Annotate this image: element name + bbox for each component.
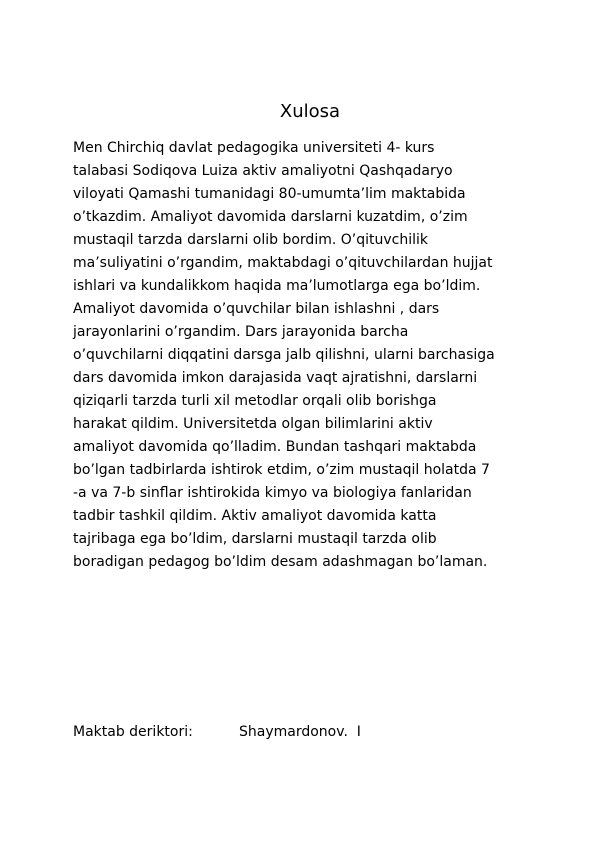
document-title: Xulosa	[279, 101, 341, 122]
body-paragraph	[73, 137, 525, 574]
body-line: Amaliyot davomida o’quvchilar bilan ishlashni , dars	[73, 301, 440, 317]
body-line: ishlari va kundalikkom haqida ma’lumotlarga ega bo’ldim.	[73, 278, 481, 294]
body-line: tajribaga ega bo’ldim, darslarni mustaqil tarzda olib	[73, 531, 437, 547]
body-line: -a va 7-b sinflar ishtirokida kimyo va biologiya fanlaridan	[73, 485, 472, 501]
body-line: mustaqil tarzda darslarni olib bordim. O’qituvchilik	[73, 232, 428, 248]
body-line: qiziqarli tarzda turli xil metodlar orqali olib borishga	[73, 393, 437, 409]
body-line: Men Chirchiq davlat pedagogika universiteti 4- kurs	[73, 140, 435, 156]
body-line: o’quvchilarni diqqatini darsga jalb qilishni, ularni barchasiga	[73, 347, 495, 363]
body-line: o’tkazdim. Amaliyot davomida darslarni kuzatdim, o’zim	[73, 209, 468, 225]
signature-name: Shaymardonov. I	[239, 724, 361, 740]
body-line: amaliyot davomida qo’lladim. Bundan tashqari maktabda	[73, 439, 477, 455]
body-line: viloyati Qamashi tumanidagi 80-umumta’lim maktabida	[73, 186, 466, 202]
body-line: talabasi Sodiqova Luiza aktiv amaliyotni Qashqadaryo	[73, 163, 453, 179]
body-line: jarayonlarini o’rgandim. Dars jarayonida barcha	[73, 324, 409, 340]
body-line: ma’suliyatini o’rgandim, maktabdagi o’qituvchilardan hujjat	[73, 255, 493, 271]
body-line: bo’lgan tadbirlarda ishtirok etdim, o’zim mustaqil holatda 7	[73, 462, 490, 478]
body-line: dars davomida imkon darajasida vaqt ajratishni, darslarni	[73, 370, 478, 386]
body-line: tadbir tashkil qildim. Aktiv amaliyot davomida katta	[73, 508, 437, 524]
body-line: boradigan pedagog bo’ldim desam adashmagan bo’laman.	[73, 554, 488, 570]
body-line: harakat qildim. Universitetda olgan bilimlarini aktiv	[73, 416, 433, 432]
signature-role: Maktab deriktori:	[73, 724, 193, 740]
